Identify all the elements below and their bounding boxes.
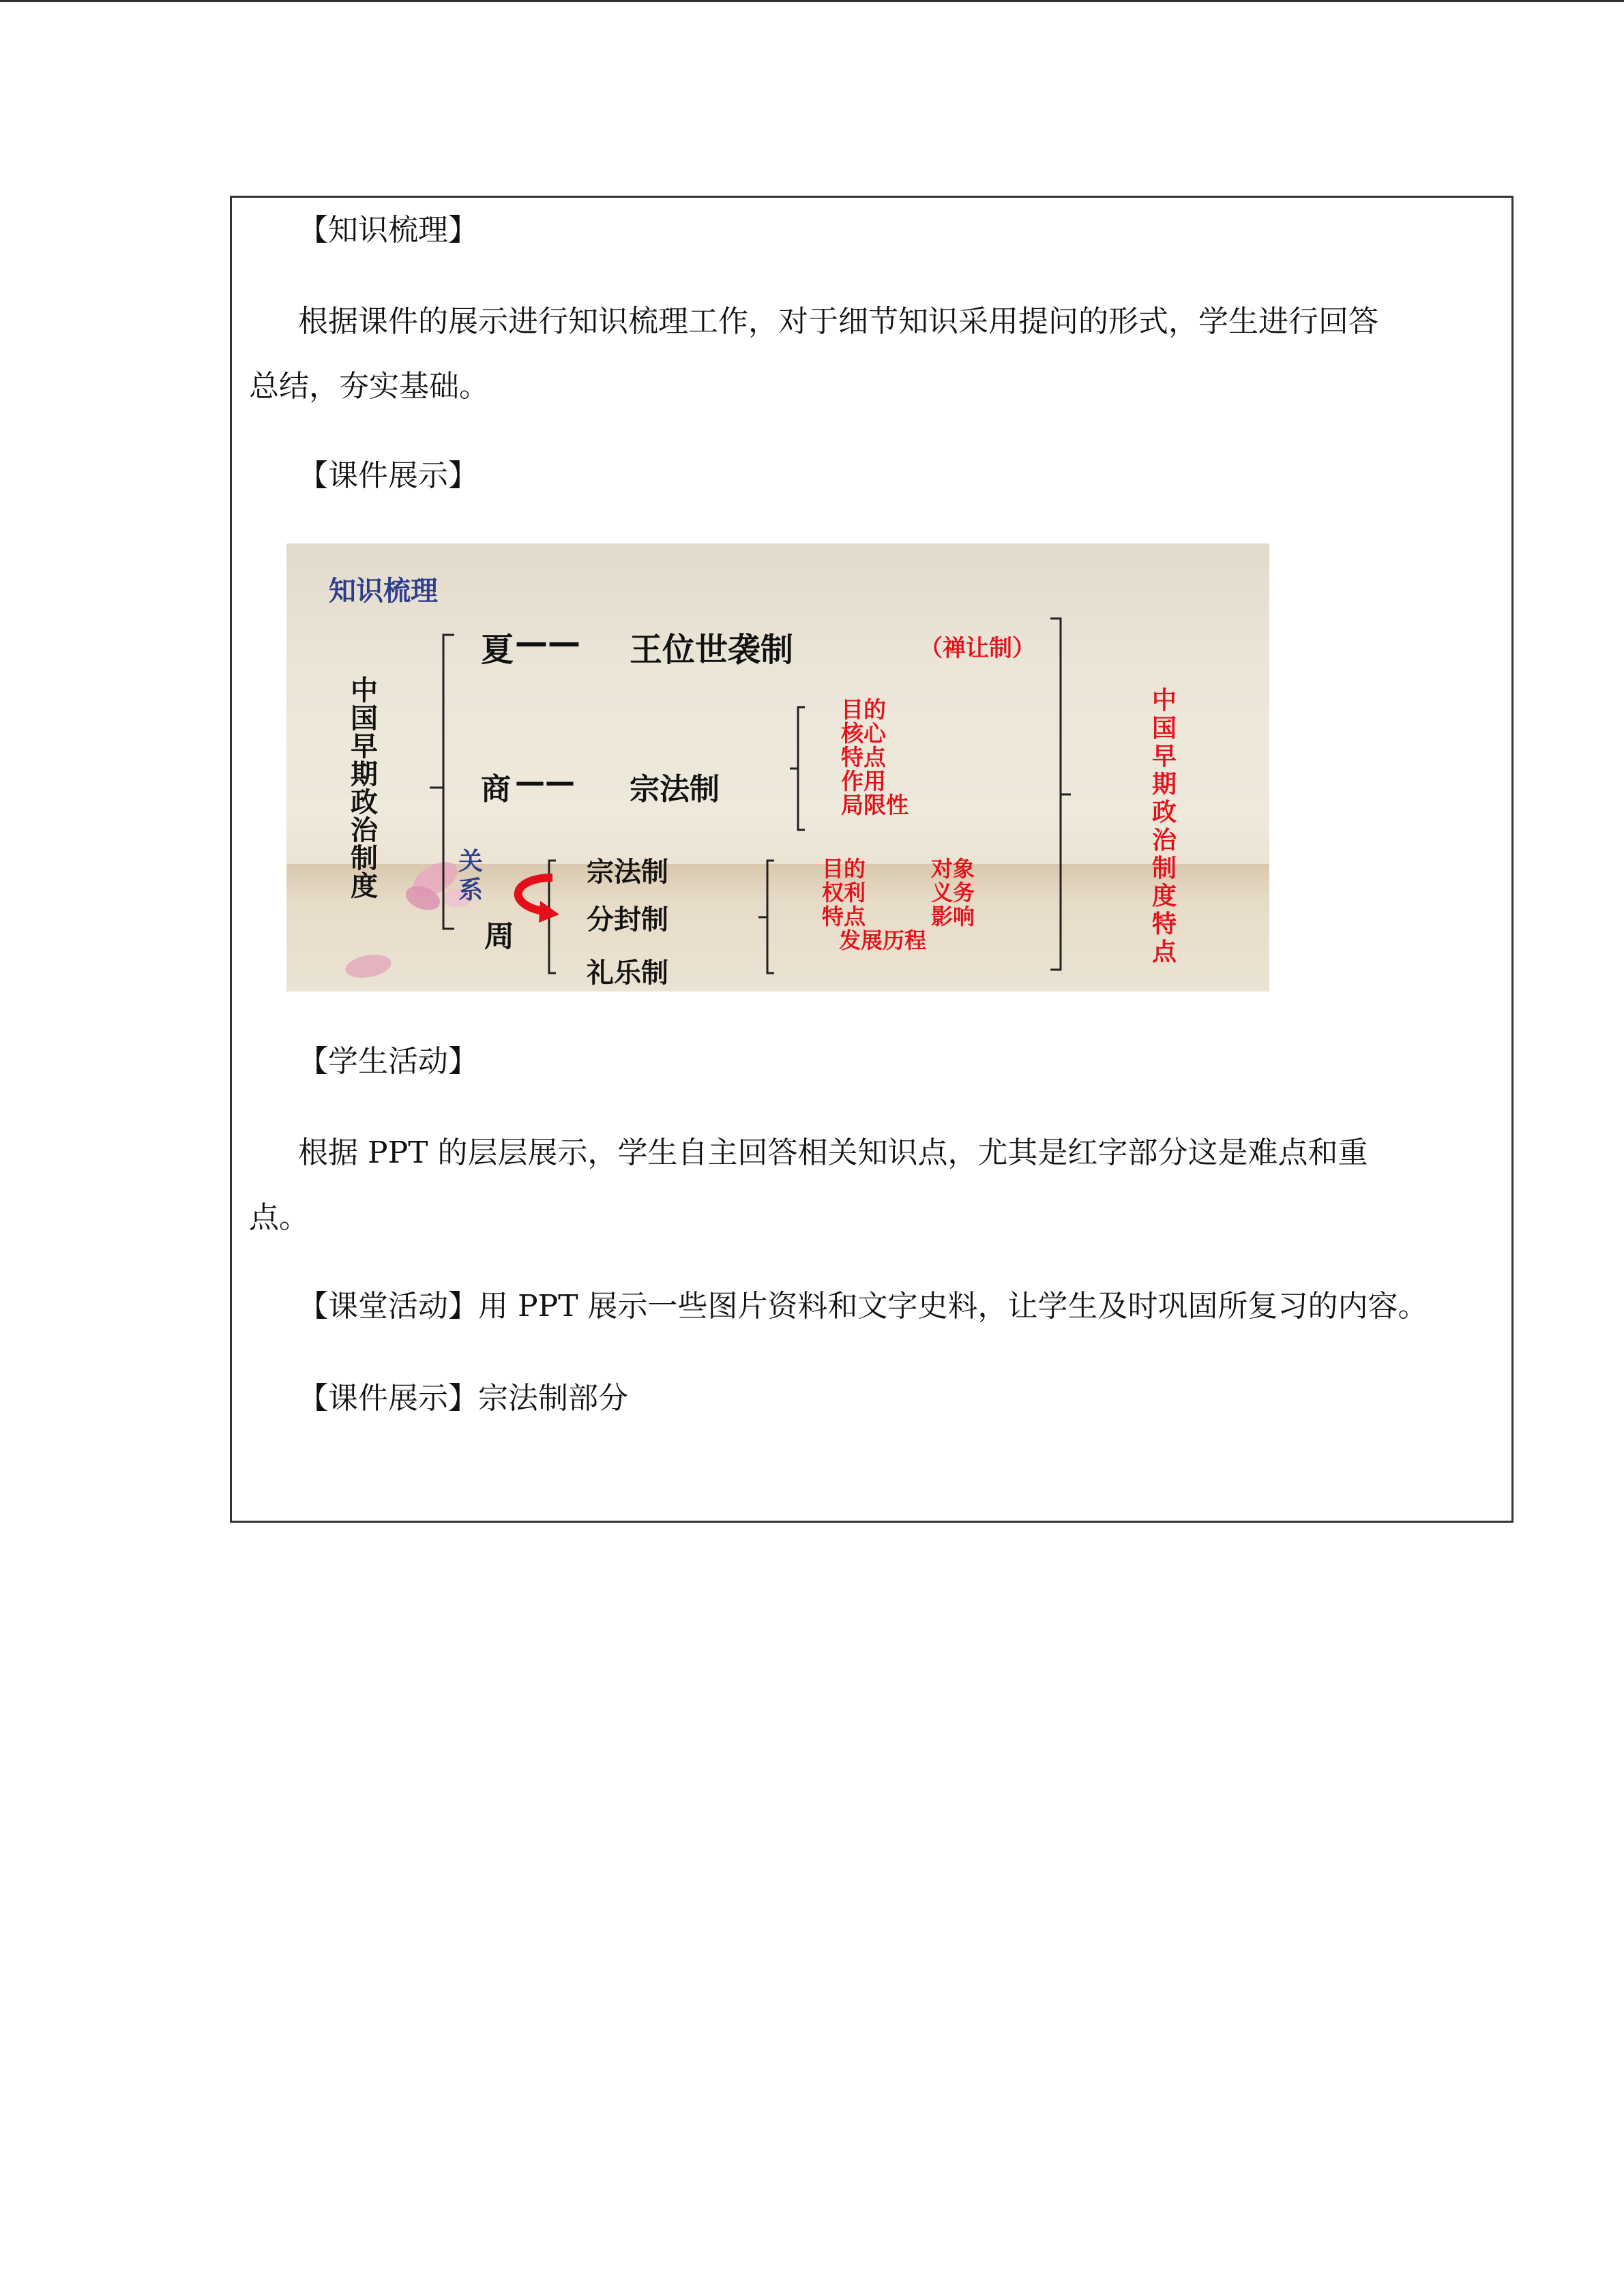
xia-dynasty: 夏 bbox=[481, 631, 514, 669]
root-label: 中 国 早 期 政 治 制 度 bbox=[351, 675, 378, 902]
zhou-point-influence: 影响 bbox=[931, 904, 975, 929]
zhou-point-features: 特点 bbox=[822, 904, 866, 929]
heading-knowledge-review: 【知识梳理】 bbox=[298, 213, 478, 248]
zhou-system-rites: 礼乐制 bbox=[587, 957, 668, 989]
shang-dash: —— bbox=[515, 764, 575, 799]
paragraph-review-line-2: 总结，夯实基础。 bbox=[249, 369, 489, 404]
shang-dynasty: 商 bbox=[481, 772, 511, 807]
shang-system: 宗法制 bbox=[630, 772, 720, 807]
zhou-point-purpose: 目的 bbox=[822, 856, 866, 882]
page-top-rule bbox=[0, 0, 1624, 2]
paragraph-class-activity: 【课堂活动】用 PPT 展示一些图片资料和文字史料，让学生及时巩固所复习的内容。 bbox=[298, 1289, 1428, 1324]
shang-points: 目的 核心 特点 作用 局限性 bbox=[841, 696, 909, 818]
zhou-point-history: 发展历程 bbox=[839, 927, 927, 953]
heading-courseware-display: 【课件展示】 bbox=[298, 458, 478, 493]
paragraph-review-line-1: 根据课件的展示进行知识梳理工作，对于细节知识采用提问的形式，学生进行回答 bbox=[298, 304, 1378, 339]
courseware-slide bbox=[286, 543, 1269, 992]
slide-title: 知识梳理 bbox=[329, 576, 438, 607]
xia-note: （禅让制） bbox=[919, 635, 1035, 662]
relation-label: 关 系 bbox=[458, 848, 484, 904]
zhou-point-target: 对象 bbox=[931, 856, 975, 882]
zhou-point-duties: 义务 bbox=[931, 880, 975, 906]
heading-student-activity: 【学生活动】 bbox=[298, 1044, 478, 1079]
paragraph-activity-line-2: 点。 bbox=[249, 1200, 309, 1235]
xia-dash: —— bbox=[515, 623, 580, 661]
zhou-system-clan: 宗法制 bbox=[587, 856, 668, 888]
zhou-point-rights: 权利 bbox=[822, 880, 866, 906]
heading-courseware-clan-system: 【课件展示】宗法制部分 bbox=[298, 1381, 628, 1416]
zhou-system-enfeoffment: 分封制 bbox=[587, 904, 668, 936]
xia-system: 王位世袭制 bbox=[630, 631, 794, 669]
right-label: 中 国 早 期 政 治 制 度 特 点 bbox=[1152, 687, 1177, 966]
slide-brackets bbox=[286, 543, 1269, 992]
paragraph-activity-line-1: 根据 PPT 的层层展示，学生自主回答相关知识点，尤其是红字部分这是难点和重 bbox=[298, 1135, 1368, 1170]
zhou-dynasty: 周 bbox=[484, 919, 514, 954]
